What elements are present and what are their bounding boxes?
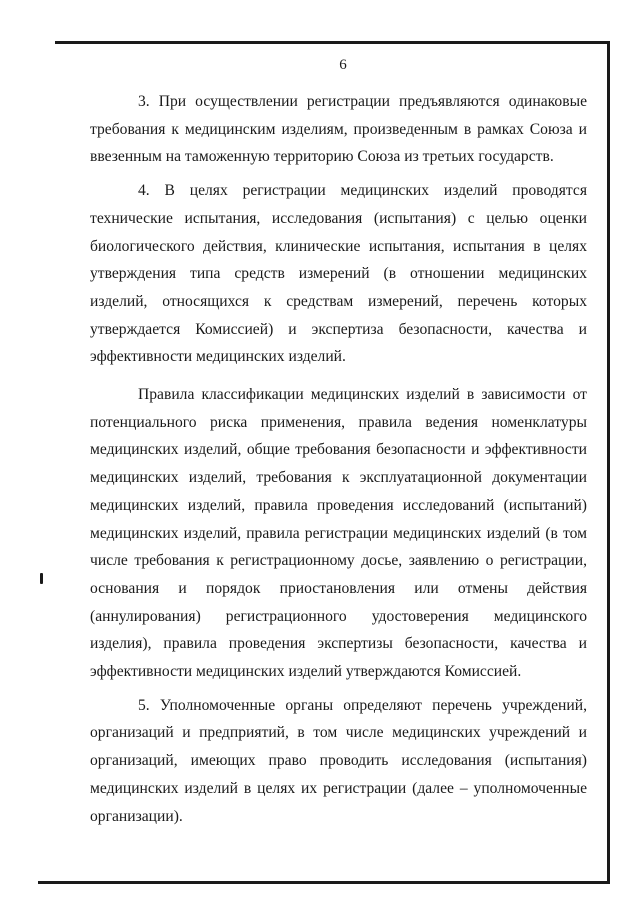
document-body [90, 88, 587, 836]
page-border-top [55, 41, 610, 44]
page-border-right [607, 41, 610, 884]
page-number: 6 [339, 57, 347, 73]
paragraph-classification-rules: Правила классификации медицинских изделий в зависимости от потенциального риска применения, правила ведения номенклатуры медицинских изделий, общие требования безопасности и эффективности медицинских изделий, требования к эксплуатационной документации медицинских изделий, правила проведения исследований (испытаний) медицинских изделий, правила регистрации медицинских изделий (в том числе требования к регистрационному досье, заявлению о регистрации, основания и порядок приостановления или отмены действия (аннулирования) регистрационного удостоверения медицинского изделия), правила проведения экспертизы безопасности, качества и эффективности медицинских изделий утверждаются Комиссией. [90, 386, 587, 681]
paragraph-item-3: 3. При осуществлении регистрации предъявляются одинаковые требования к медицинским изделиям, произведенным в рамках Союза и ввезенным на таможенную территорию Союза из третьих государств. [90, 93, 587, 166]
paragraph-item-4: 4. В целях регистрации медицинских изделий проводятся технические испытания, исследования (испытания) с целью оценки биологического действия, клинические испытания, испытания в целях утверждения типа средств измерений (в отношении медицинских изделий, относящихся к средствам измерений, перечень которых утверждается Комиссией) и экспертиза безопасности, качества и эффективности медицинских изделий. [90, 182, 587, 366]
paragraph-item-5: 5. Уполномоченные органы определяют перечень учреждений, организаций и предприятий, в том числе медицинских учреждений и организаций, имеющих право проводить исследования (испытания) медицинских изделий в целях их регистрации (далее – уполномоченные организации). [90, 696, 587, 825]
margin-mark [40, 573, 43, 584]
page-border-bottom [38, 881, 610, 884]
